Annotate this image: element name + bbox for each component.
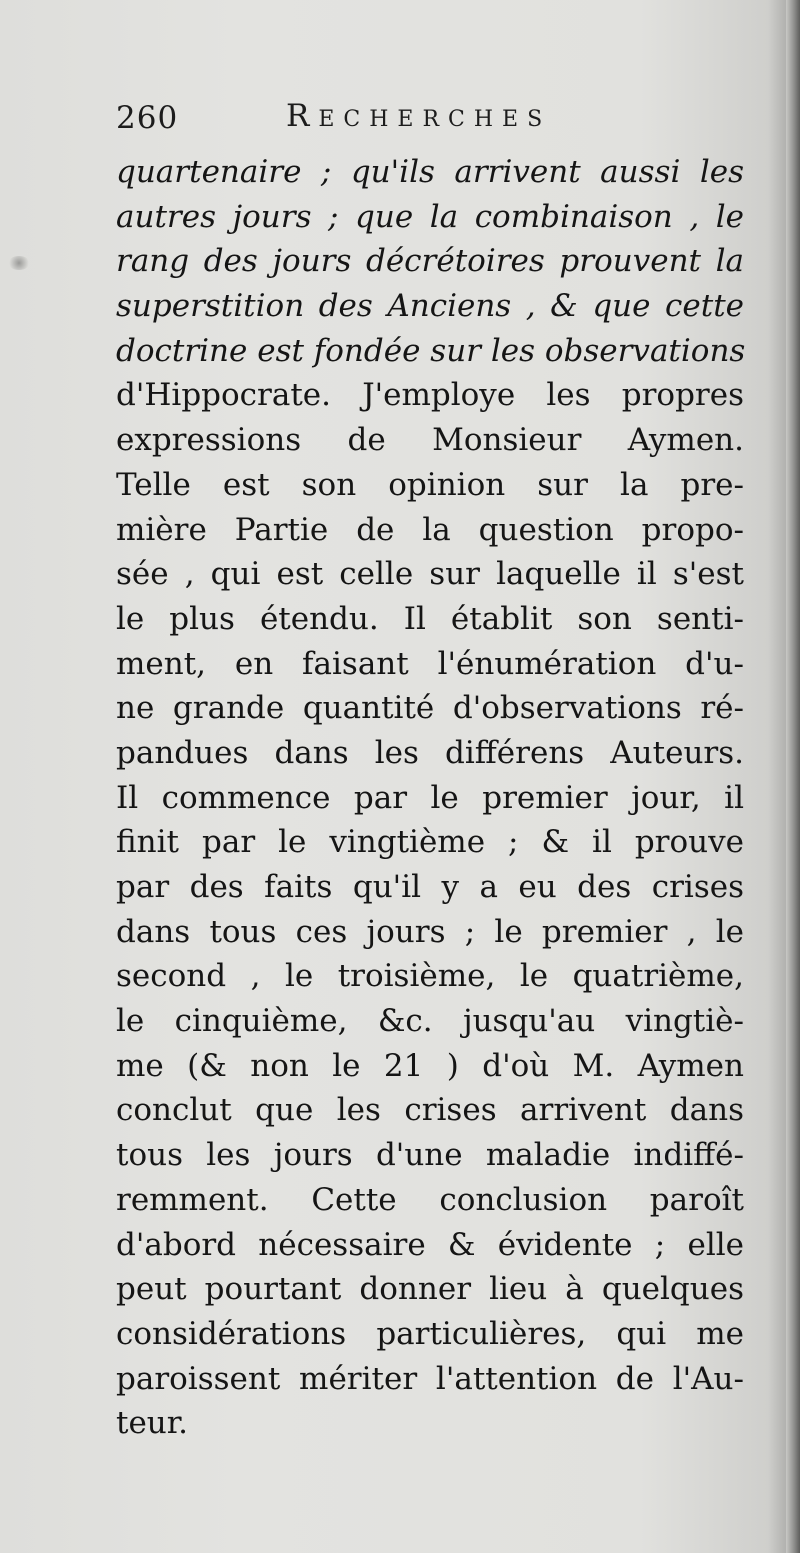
text-line: Telle est son opinion sur la pre- [116, 466, 744, 503]
text-line: conclut que les crises arrivent dans [116, 1092, 744, 1129]
text-line: le plus étendu. Il établit son senti- [116, 600, 744, 637]
text-line: quartenaire ; qu'ils arrivent aussi les [116, 154, 744, 190]
text-line: peut pourtant donner lieu à quelques [116, 1271, 744, 1308]
text-line: par des faits qu'il y a eu des crises [116, 869, 744, 905]
text-line: sée , qui est celle sur laquelle il s'est [116, 556, 744, 593]
body-text [116, 150, 744, 1446]
text-line: dans tous ces jours ; le premier , le [116, 913, 744, 950]
text-line: superstition des Anciens , & que cette [116, 288, 744, 325]
text-line: autres jours ; que la combinaison , le [116, 198, 744, 235]
text-line: me (& non le 21 ) d'où M. Aymen [116, 1047, 744, 1084]
text-line: rang des jours décrétoires prouvent la [116, 243, 744, 280]
text-line: pandues dans les différens Auteurs. [116, 734, 744, 771]
text-line: mière Partie de la question propo- [116, 511, 744, 548]
text-line: ne grande quantité d'observations ré- [116, 690, 744, 727]
text-line: teur. [116, 1405, 189, 1442]
page-number: 260 [116, 100, 179, 136]
text-line: ment, en faisant l'énumération d'u- [116, 645, 744, 682]
text-line: Il commence par le premier jour, il [116, 779, 744, 816]
page-edge-shadow [786, 0, 800, 1553]
text-line: remment. Cette conclusion paroît [116, 1181, 744, 1218]
text-line: tous les jours d'une maladie indiffé- [116, 1137, 744, 1174]
text-line: finit par le vingtième ; & il prouve [116, 824, 744, 861]
text-line: expressions de Monsieur Aymen. [116, 422, 744, 459]
text-line: d'Hippocrate. J'employe les propres [116, 377, 744, 414]
text-line: considérations particulières, qui me [116, 1315, 744, 1352]
ink-spot [8, 256, 30, 270]
text-line: paroissent mériter l'attention de l'Au- [116, 1360, 744, 1397]
running-head [116, 98, 736, 146]
text-line: le cinquième, &c. jusqu'au vingtiè- [116, 1003, 744, 1040]
running-title: Recherches [286, 98, 552, 134]
text-line: d'abord nécessaire & évidente ; elle [116, 1226, 744, 1263]
text-line: doctrine est fondée sur les observations [116, 332, 746, 369]
text-line: second , le troisième, le quatrième, [116, 958, 744, 995]
